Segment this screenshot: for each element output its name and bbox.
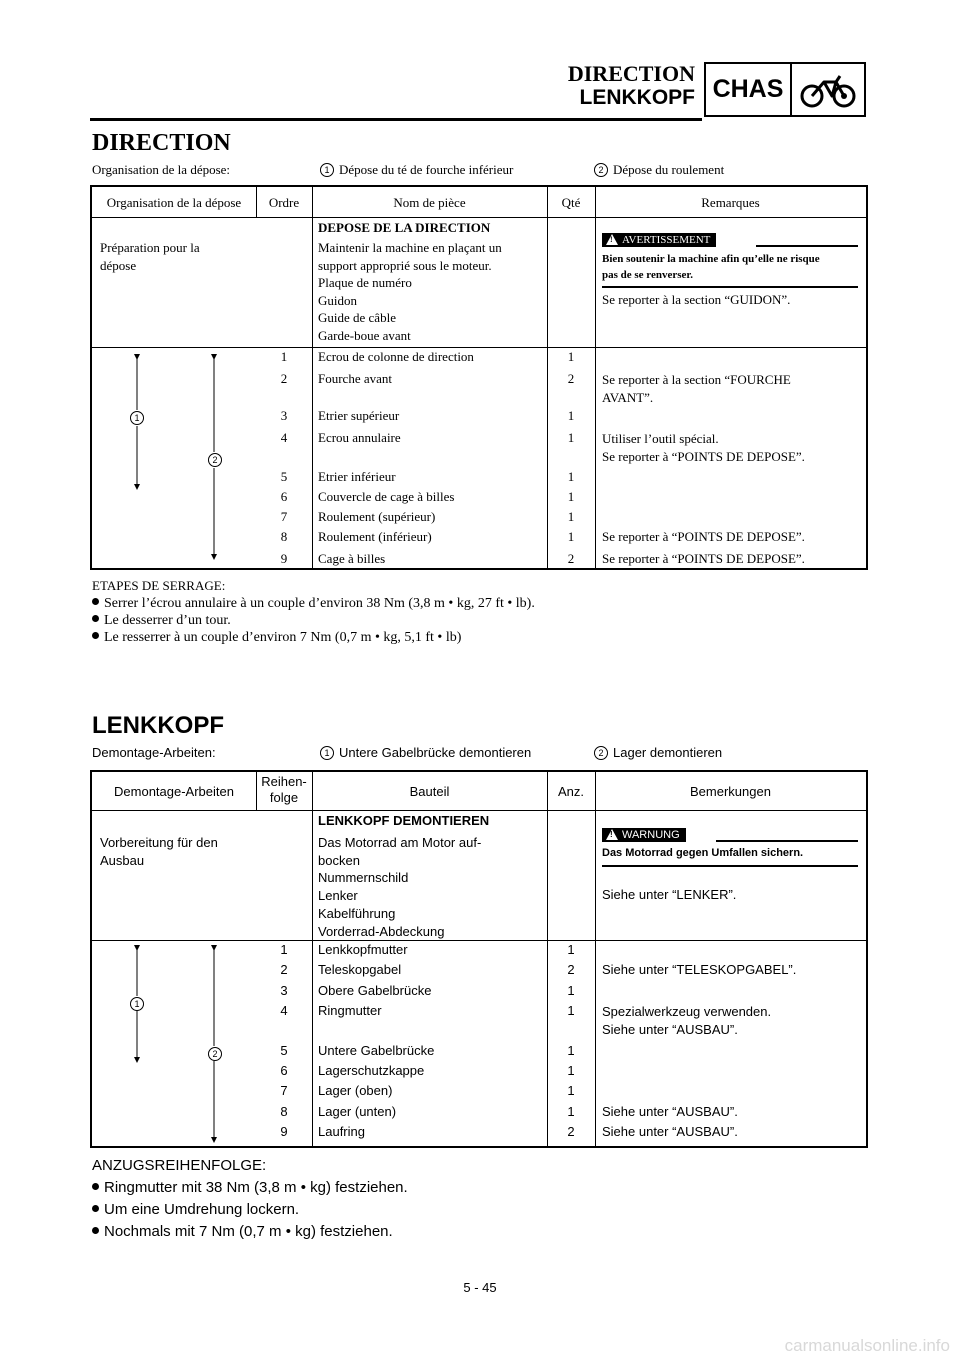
table-cell-remark — [602, 371, 791, 407]
de-prep-part: bocken — [318, 852, 360, 868]
de-org-label: Demontage-Arbeiten: — [92, 745, 216, 760]
table-cell-qty: 1 — [567, 1083, 575, 1098]
table-cell-qty: 1 — [567, 469, 575, 484]
fr-warning-badge — [602, 233, 716, 247]
de-steps-title: ANZUGSREIHENFOLGE: — [92, 1157, 267, 1174]
fr-prep-label-line: Préparation pour la — [100, 240, 200, 255]
table-cell-qty: 1 — [567, 983, 575, 998]
table-cell-qty: 1 — [567, 1104, 575, 1119]
table-cell-qty: 1 — [567, 509, 575, 524]
de-col-header: Anz. — [557, 784, 584, 799]
table-cell-order: 3 — [280, 408, 288, 423]
table-cell-qty: 1 — [567, 430, 575, 445]
de-step-text: Um eine Umdrehung lockern. — [104, 1201, 300, 1218]
table-cell-remark — [602, 430, 805, 466]
de-col-header: Bemerkungen — [690, 784, 771, 799]
fr-steps-title: ETAPES DE SERRAGE: — [92, 578, 226, 593]
table-cell-part: Etrier supérieur — [318, 408, 400, 423]
fr-step-text: Le desserrer d’un tour. — [104, 613, 231, 628]
table-cell-order: 1 — [280, 349, 288, 364]
fr-col-header: Nom de pièce — [393, 195, 466, 210]
fr-col-header: Ordre — [268, 195, 300, 210]
de-step-item — [92, 1201, 408, 1218]
warning-triangle-icon — [606, 829, 618, 840]
table-cell-part: Couvercle de cage à billes — [318, 489, 455, 504]
table-cell-part: Cage à billes — [318, 551, 386, 566]
de-prep-remark: Siehe unter “LENKER”. — [602, 887, 737, 902]
fr-prep-part: support approprié sous le moteur. — [318, 257, 492, 273]
de-org-item-1-text: Untere Gabelbrücke demontieren — [339, 745, 532, 760]
table-cell-qty: 2 — [567, 551, 575, 566]
de-col-header: Bauteil — [409, 784, 450, 799]
table-cell-qty: 2 — [567, 1124, 575, 1139]
table-cell-order: 8 — [280, 529, 288, 544]
de-org-item-2-text: Lager demontieren — [613, 745, 723, 760]
de-tightening-steps — [92, 1157, 408, 1240]
table-cell-part: Ringmutter — [318, 1003, 382, 1018]
table-cell-qty: 2 — [567, 962, 575, 977]
de-section-title: LENKKOPF — [92, 712, 224, 739]
table-cell-order: 2 — [280, 962, 288, 977]
table-cell-part: Ecrou annulaire — [318, 430, 401, 445]
table-cell-part: Lagerschutzkappe — [318, 1063, 425, 1078]
de-step-item — [92, 1179, 408, 1196]
table-cell-qty: 1 — [567, 942, 575, 957]
page-number: 5 - 45 — [463, 1280, 497, 1295]
fr-org-label: Organisation de la dépose: — [92, 162, 231, 177]
table-cell-part: Etrier inférieur — [318, 469, 396, 484]
de-step-text: Nochmals mit 7 Nm (0,7 m • kg) festziehen. — [104, 1223, 393, 1240]
fr-prep-part: Maintenir la machine en plaçant un — [318, 240, 502, 255]
table-cell-part: Obere Gabelbrücke — [318, 983, 432, 998]
de-col-header: Demontage-Arbeiten — [114, 784, 234, 799]
table-cell-order: 7 — [280, 1083, 288, 1098]
circled-1-marker: 1 — [320, 746, 334, 760]
table-cell-remark: Siehe unter “AUSBAU”. — [602, 1124, 738, 1139]
section-tab — [704, 62, 866, 117]
de-prep-part: Nummernschild — [318, 870, 409, 886]
de-step-text: Ringmutter mit 38 Nm (3,8 m • kg) festziehen. — [104, 1179, 408, 1196]
fr-prep-label-line: dépose — [100, 258, 137, 273]
table-cell-order: 4 — [280, 1003, 288, 1018]
fr-prep-part: Guidon — [318, 292, 357, 308]
table-cell-order: 5 — [280, 1043, 288, 1058]
de-prep-part: Vorderrad-Abdeckung — [318, 923, 445, 939]
warning-triangle-icon — [606, 234, 618, 245]
de-col-header-line: folge — [269, 790, 299, 805]
fr-prep-heading: DEPOSE DE LA DIRECTION — [318, 220, 491, 235]
circled-1-marker: 1 — [320, 163, 334, 177]
table-cell-remark: Siehe unter “AUSBAU”. — [602, 1104, 738, 1119]
fr-circled-2-marker: 2 — [208, 453, 222, 467]
table-cell-remark: Se reporter à “POINTS DE DEPOSE”. — [602, 551, 805, 566]
table-cell-part: Roulement (inférieur) — [318, 529, 432, 544]
remark-line: Spezialwerkzeug verwenden. — [602, 1004, 772, 1019]
fr-section-title: DIRECTION — [92, 130, 231, 156]
fr-circled-1-marker: 1 — [130, 411, 144, 425]
fr-step-item — [92, 596, 535, 612]
table-cell-qty: 1 — [567, 349, 575, 364]
header-title-de: LENKKOPF — [579, 86, 695, 109]
fr-step-item — [92, 630, 535, 646]
fr-prep-part: Plaque de numéro — [318, 275, 412, 290]
fr-removal-table — [90, 185, 868, 570]
table-cell-order: 9 — [280, 1124, 288, 1139]
table-cell-qty: 2 — [567, 371, 575, 386]
fr-prep-part: Garde-boue avant — [318, 327, 411, 343]
table-cell-part: Lenkkopfmutter — [318, 942, 408, 957]
section-code: CHAS — [706, 64, 792, 115]
fr-warning-label: AVERTISSEMENT — [622, 234, 711, 246]
table-cell-order: 6 — [280, 489, 288, 504]
fr-prep-remark: Se reporter à la section “GUIDON”. — [602, 292, 791, 307]
fr-tightening-steps — [92, 578, 535, 646]
table-cell-order: 2 — [280, 371, 288, 386]
de-prep-label-line: Vorbereitung für den — [100, 835, 218, 850]
table-cell-order: 4 — [280, 430, 288, 445]
table-cell-remark — [602, 1003, 771, 1039]
remark-line: Siehe unter “AUSBAU”. — [602, 1022, 738, 1037]
fr-col-header: Organisation de la dépose — [106, 195, 242, 210]
fr-warning-line: Bien soutenir la machine afin qu’elle ne risque — [602, 253, 820, 265]
de-removal-table — [90, 770, 868, 1148]
table-cell-part: Laufring — [318, 1124, 365, 1139]
de-bracket-arrows — [122, 940, 232, 1150]
de-col-header-line: Reihen- — [261, 774, 307, 789]
fr-prep-parts — [318, 239, 502, 344]
table-cell-order: 7 — [280, 509, 288, 524]
de-prep-part: Kabelführung — [318, 905, 396, 921]
remark-line: Utiliser l’outil spécial. — [602, 431, 719, 446]
table-cell-remark: Se reporter à “POINTS DE DEPOSE”. — [602, 529, 805, 544]
fr-col-header: Qté — [561, 195, 581, 210]
header-title — [568, 62, 695, 110]
table-cell-remark: Siehe unter “TELESKOPGABEL”. — [602, 962, 797, 977]
table-cell-part: Roulement (supérieur) — [318, 509, 436, 524]
fr-org-item-2-text: Dépose du roulement — [613, 162, 725, 177]
de-prep-label — [100, 834, 218, 870]
table-cell-part: Teleskopgabel — [318, 962, 402, 977]
de-org-item-2 — [594, 745, 722, 760]
de-prep-label-line: Ausbau — [100, 853, 145, 868]
fr-step-text: Le resserrer à un couple d’environ 7 Nm (0,7 m • kg, 5,1 ft • lb) — [104, 630, 462, 645]
de-col-header — [256, 774, 312, 806]
table-cell-order: 9 — [280, 551, 288, 566]
table-cell-order: 3 — [280, 983, 288, 998]
de-circled-2-marker: 2 — [208, 1047, 222, 1061]
fr-org-item-1 — [320, 162, 513, 178]
table-cell-part: Lager (unten) — [318, 1104, 397, 1119]
table-cell-part: Fourche avant — [318, 371, 393, 386]
fr-col-header: Remarques — [701, 195, 760, 210]
table-cell-part: Ecrou de colonne de direction — [318, 349, 474, 364]
table-cell-order: 5 — [280, 469, 288, 484]
fr-org-item-1-text: Dépose du té de fourche inférieur — [339, 162, 514, 177]
circled-2-marker: 2 — [594, 746, 608, 760]
fr-prep-label — [100, 239, 200, 275]
de-warning-badge — [602, 828, 686, 842]
table-cell-order: 1 — [280, 942, 288, 957]
fr-step-item — [92, 613, 535, 629]
de-org-item-1 — [320, 745, 531, 760]
table-cell-order: 8 — [280, 1104, 288, 1119]
remark-line: Se reporter à “POINTS DE DEPOSE”. — [602, 449, 805, 464]
de-prep-part: Das Motorrad am Motor auf- — [318, 835, 482, 850]
table-cell-qty: 1 — [567, 1063, 575, 1078]
de-warning-text — [602, 847, 803, 859]
circled-2-marker: 2 — [594, 163, 608, 177]
table-cell-qty: 1 — [567, 1043, 575, 1058]
table-cell-part: Lager (oben) — [318, 1083, 393, 1098]
fr-org-item-2 — [594, 162, 724, 178]
de-prep-parts — [318, 834, 481, 940]
de-warning-line: Das Motorrad gegen Umfallen sichern. — [602, 847, 804, 859]
remark-line: AVANT”. — [602, 390, 654, 405]
table-cell-order: 6 — [280, 1063, 288, 1078]
de-prep-part: Lenker — [318, 888, 358, 904]
motorcycle-icon — [792, 64, 864, 115]
fr-warning-line: pas de se renverser. — [602, 269, 694, 281]
de-step-item — [92, 1223, 408, 1240]
table-cell-qty: 1 — [567, 529, 575, 544]
table-cell-qty: 1 — [567, 1003, 575, 1018]
table-cell-qty: 1 — [567, 489, 575, 504]
fr-step-text: Serrer l’écrou annulaire à un couple d’environ 38 Nm (3,8 m • kg, 27 ft • lb). — [104, 596, 535, 611]
de-warning-label: WARNUNG — [622, 829, 680, 841]
de-circled-1-marker: 1 — [130, 997, 144, 1011]
remark-line: Se reporter à la section “FOURCHE — [602, 372, 791, 387]
header-title-fr: DIRECTION — [567, 61, 695, 86]
fr-prep-part: Guide de câble — [318, 310, 396, 325]
table-cell-part: Untere Gabelbrücke — [318, 1043, 435, 1058]
watermark: carmanualsonline.info — [784, 1336, 950, 1355]
header-rule — [90, 118, 702, 121]
table-cell-qty: 1 — [567, 408, 575, 423]
fr-warning-text — [602, 251, 820, 283]
de-prep-heading: LENKKOPF DEMONTIEREN — [318, 813, 490, 828]
